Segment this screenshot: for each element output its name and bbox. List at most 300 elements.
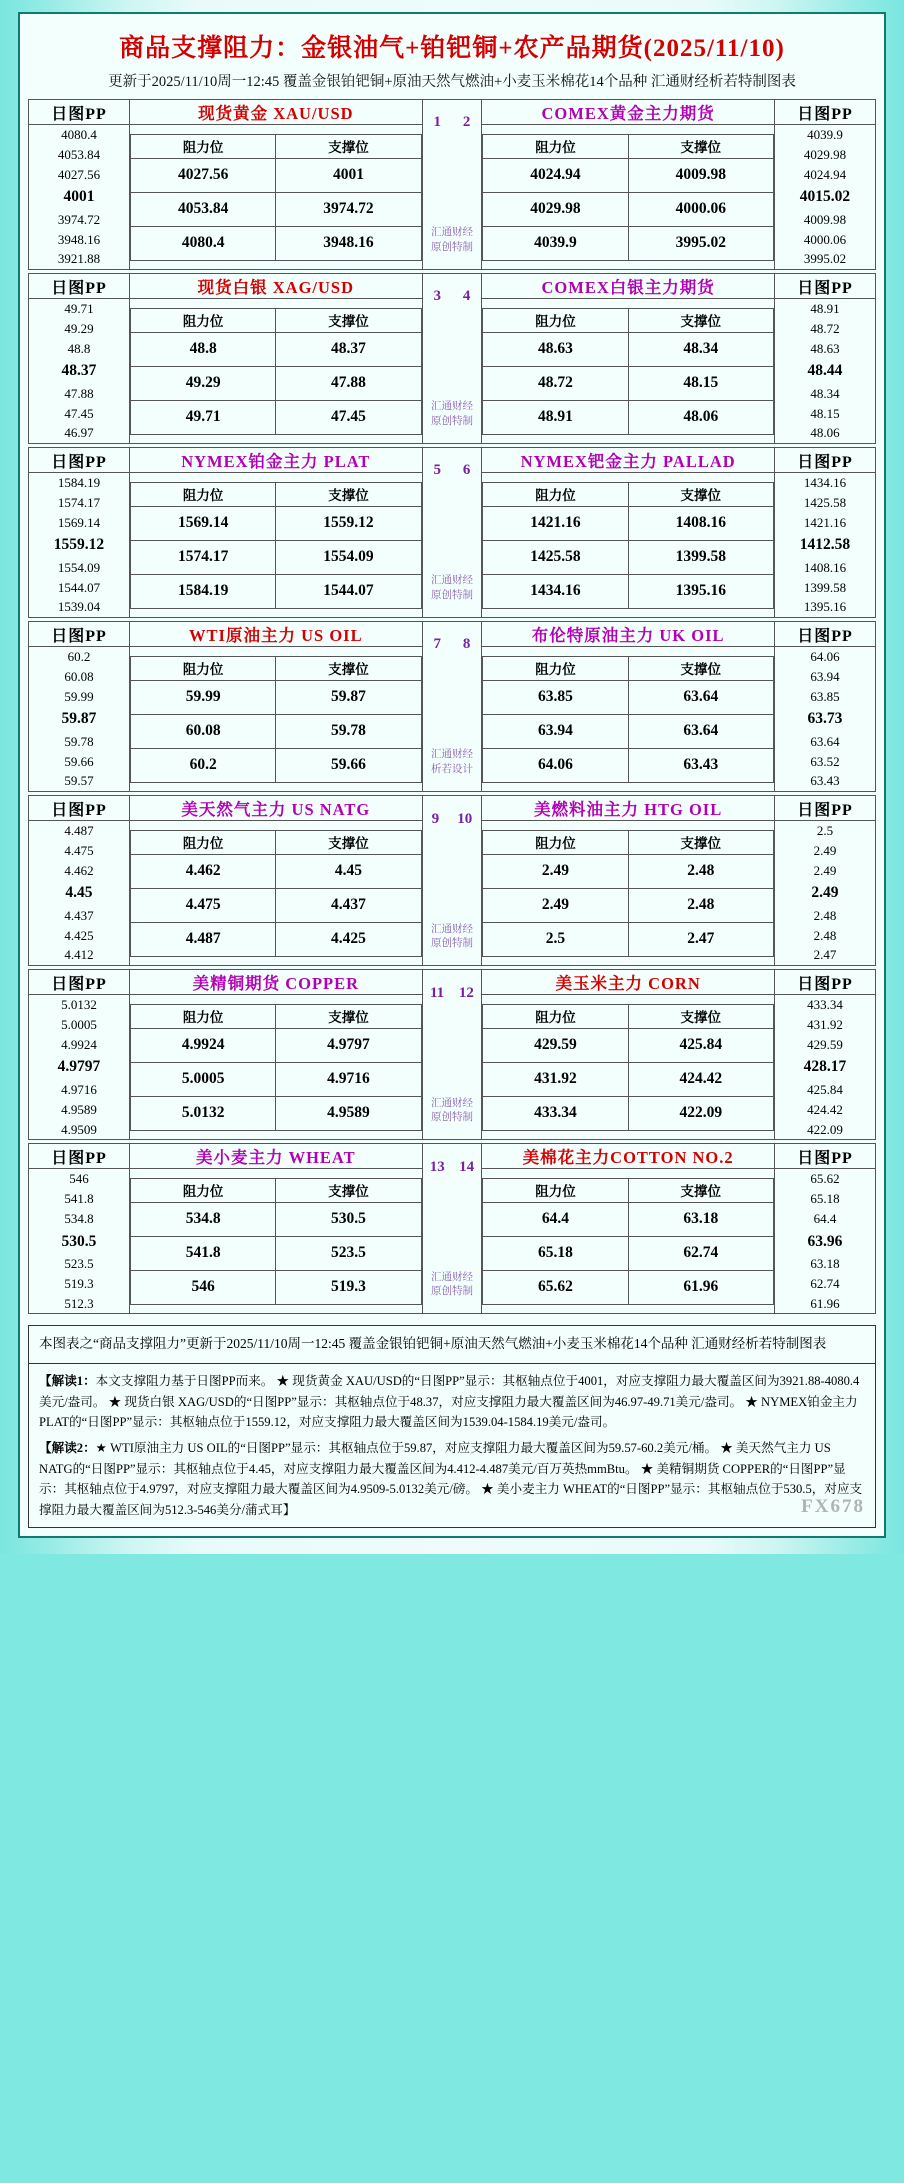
block-index-cell xyxy=(422,274,482,444)
support-value: 47.88 xyxy=(276,366,421,400)
resistance-header: 阻力位 xyxy=(130,134,275,158)
level-value: 48.06 xyxy=(810,425,840,441)
level-value: 1434.16 xyxy=(803,475,847,491)
level-value: 519.3 xyxy=(64,1275,94,1291)
resistance-header: 阻力位 xyxy=(483,1004,628,1028)
levels-cell-left xyxy=(129,821,422,966)
level-value: 422.09 xyxy=(807,1121,843,1137)
support-value: 1559.12 xyxy=(276,506,421,540)
legend-1 xyxy=(39,1371,865,1432)
table-row xyxy=(483,1062,774,1096)
resistance-value: 546 xyxy=(130,1270,275,1304)
level-value: 2.47 xyxy=(813,947,837,963)
support-value: 3948.16 xyxy=(276,226,421,260)
resistance-header: 阻力位 xyxy=(130,1178,275,1202)
resistance-value: 2.49 xyxy=(483,888,628,922)
support-value: 2.47 xyxy=(628,922,773,956)
level-value: 60.2 xyxy=(67,649,91,665)
pp-label-right: 日图PP xyxy=(774,796,875,821)
level-value: 4.475 xyxy=(64,842,94,858)
table-row xyxy=(483,714,774,748)
levels-table xyxy=(482,830,774,957)
table-row xyxy=(483,574,774,608)
support-value: 4.9716 xyxy=(276,1062,421,1096)
instrument-block xyxy=(28,969,876,1140)
table-row xyxy=(483,854,774,888)
level-value: 523.5 xyxy=(64,1256,94,1272)
level-value: 48.72 xyxy=(810,320,840,336)
level-value: 47.88 xyxy=(64,385,94,401)
support-header: 支撑位 xyxy=(276,134,421,158)
resistance-value: 49.29 xyxy=(130,366,275,400)
resistance-header: 阻力位 xyxy=(483,482,628,506)
support-value: 1399.58 xyxy=(628,540,773,574)
level-value: 64.06 xyxy=(810,649,840,665)
levels-table xyxy=(130,482,422,609)
levels-table xyxy=(482,134,774,261)
support-value: 4.9797 xyxy=(276,1028,421,1062)
resistance-value: 2.5 xyxy=(483,922,628,956)
table-row xyxy=(130,1096,421,1130)
resistance-value: 431.92 xyxy=(483,1062,628,1096)
resistance-value: 63.94 xyxy=(483,714,628,748)
levels-cell-left xyxy=(129,647,422,792)
table-row xyxy=(483,226,774,260)
resistance-header: 阻力位 xyxy=(483,656,628,680)
instrument-block xyxy=(28,99,876,270)
resistance-value: 1584.19 xyxy=(130,574,275,608)
support-value: 63.18 xyxy=(628,1202,773,1236)
resistance-value: 48.63 xyxy=(483,332,628,366)
pp-label-left: 日图PP xyxy=(29,100,130,125)
watermark: 汇通财经 原创特制 xyxy=(430,923,473,949)
resistance-value: 429.59 xyxy=(483,1028,628,1062)
block-separator xyxy=(28,1314,876,1317)
level-value: 48.8 xyxy=(67,340,91,356)
pp-levels-right xyxy=(774,995,875,1140)
block-index-cell xyxy=(422,622,482,792)
table-row xyxy=(483,366,774,400)
table-row xyxy=(130,158,421,192)
page-title: 商品支撑阻力：金银油气+铂钯铜+农产品期货(2025/11/10) xyxy=(119,35,785,62)
support-value: 59.66 xyxy=(276,748,421,782)
levels-cell-right xyxy=(482,1169,775,1314)
support-value: 530.5 xyxy=(276,1202,421,1236)
instrument-name-left: NYMEX铂金主力 PLAT xyxy=(129,448,422,473)
support-value: 48.34 xyxy=(628,332,773,366)
level-value: 5.0132 xyxy=(61,997,97,1013)
level-value: 1584.19 xyxy=(57,475,101,491)
level-value: 3921.88 xyxy=(57,251,101,267)
table-row xyxy=(483,158,774,192)
level-value: 5.0005 xyxy=(61,1016,97,1032)
support-value: 3974.72 xyxy=(276,192,421,226)
level-value: 59.78 xyxy=(64,733,94,749)
support-value: 48.06 xyxy=(628,400,773,434)
level-value: 433.34 xyxy=(807,997,843,1013)
level-value: 4029.98 xyxy=(803,146,847,162)
level-value: 546 xyxy=(69,1171,89,1187)
support-value: 2.48 xyxy=(628,854,773,888)
resistance-value: 4029.98 xyxy=(483,192,628,226)
table-row xyxy=(483,1202,774,1236)
block-index-cell xyxy=(422,970,482,1140)
pp-label-left: 日图PP xyxy=(29,274,130,299)
block-index-right: 4 xyxy=(462,288,471,305)
support-value: 4.437 xyxy=(276,888,421,922)
table-row xyxy=(130,1202,421,1236)
table-row xyxy=(130,332,421,366)
table-row xyxy=(483,192,774,226)
block-index-right: 12 xyxy=(458,984,474,1001)
table-row xyxy=(130,540,421,574)
legend-2-body: ★ WTI原油主力 US OIL的“日图PP”显示：其枢轴点位于59.87，对应支撑阻力最大覆盖区间为59.57-60.2美元/桶。 ★ 美天然气主力 US NATG的“日图PP”显示：其枢轴点位于4.45，对应支撑阻力最大覆盖区间为4.412-4.487美元/百万英热mmBtu。 ★ 美精铜期货 COPPER的“日图PP”显示：其枢轴点位于4.9797，对应支撑阻力最大覆盖区间为4.9509-5.0132美元/磅。 ★ 美小麦主力 WHEAT的“日图PP”显示：其枢轴点位于530.5，对应支撑阻力最大覆盖区间为512.3-546美分/蒲式耳】 xyxy=(39,1441,863,1517)
levels-table xyxy=(130,134,422,261)
resistance-value: 1434.16 xyxy=(483,574,628,608)
support-value: 59.78 xyxy=(276,714,421,748)
resistance-value: 5.0132 xyxy=(130,1096,275,1130)
support-value: 2.48 xyxy=(628,888,773,922)
support-value: 424.42 xyxy=(628,1062,773,1096)
levels-cell-left xyxy=(129,299,422,444)
support-value: 4000.06 xyxy=(628,192,773,226)
table-row xyxy=(130,574,421,608)
pp-label-left: 日图PP xyxy=(29,622,130,647)
level-value: 424.42 xyxy=(807,1101,843,1117)
instrument-name-left: WTI原油主力 US OIL xyxy=(129,622,422,647)
level-value: 2.48 xyxy=(813,927,837,943)
resistance-value: 4.462 xyxy=(130,854,275,888)
level-value: 2.48 xyxy=(813,907,837,923)
level-value: 4001 xyxy=(63,188,95,206)
pp-levels-left xyxy=(29,125,130,270)
page-subtitle: 更新于2025/11/10周一12:45 覆盖金银铂钯铜+原油天然气燃油+小麦玉米棉花14个品种 汇通财经析若特制图表 xyxy=(108,74,796,90)
level-value: 4.437 xyxy=(64,907,94,923)
level-value: 1539.04 xyxy=(57,599,101,615)
footer-note: 本图表之“商品支撑阻力”更新于2025/11/10周一12:45 覆盖金银铂钯铜+原油天然气燃油+小麦玉米棉花14个品种 汇通财经析若特制图表 xyxy=(28,1325,876,1364)
support-value: 48.15 xyxy=(628,366,773,400)
table-row xyxy=(483,680,774,714)
level-value: 425.84 xyxy=(807,1082,843,1098)
resistance-value: 4053.84 xyxy=(130,192,275,226)
levels-table xyxy=(130,1004,422,1131)
resistance-header: 阻力位 xyxy=(130,482,275,506)
level-value: 1412.58 xyxy=(799,536,851,554)
table-row xyxy=(130,192,421,226)
table-row xyxy=(483,1236,774,1270)
table-row xyxy=(130,366,421,400)
resistance-header: 阻力位 xyxy=(130,656,275,680)
support-header: 支撑位 xyxy=(628,482,773,506)
pp-levels-left xyxy=(29,995,130,1140)
support-value: 523.5 xyxy=(276,1236,421,1270)
support-value: 3995.02 xyxy=(628,226,773,260)
levels-cell-right xyxy=(482,821,775,966)
block-index-left: 3 xyxy=(433,288,442,305)
pp-label-right: 日图PP xyxy=(774,274,875,299)
pp-label-right: 日图PP xyxy=(774,100,875,125)
table-row xyxy=(483,1028,774,1062)
support-header: 支撑位 xyxy=(628,134,773,158)
resistance-header: 阻力位 xyxy=(130,308,275,332)
legend-2-title: 【解读2： xyxy=(39,1441,96,1456)
level-value: 1399.58 xyxy=(803,579,847,595)
support-value: 63.64 xyxy=(628,680,773,714)
resistance-header: 阻力位 xyxy=(130,1004,275,1028)
support-value: 519.3 xyxy=(276,1270,421,1304)
table-row xyxy=(130,1270,421,1304)
resistance-value: 4024.94 xyxy=(483,158,628,192)
level-value: 48.63 xyxy=(810,340,840,356)
levels-table xyxy=(482,482,774,609)
table-row xyxy=(130,714,421,748)
instrument-block xyxy=(28,621,876,792)
levels-cell-right xyxy=(482,299,775,444)
level-value: 63.18 xyxy=(810,1256,840,1272)
table-row xyxy=(130,1062,421,1096)
table-row xyxy=(130,922,421,956)
pp-label-right: 日图PP xyxy=(774,622,875,647)
block-index-cell xyxy=(422,1144,482,1314)
level-value: 1574.17 xyxy=(57,494,101,510)
table-row xyxy=(130,506,421,540)
table-row xyxy=(130,748,421,782)
levels-table xyxy=(482,1178,774,1305)
resistance-value: 49.71 xyxy=(130,400,275,434)
report-card xyxy=(18,12,886,1538)
level-value: 4.45 xyxy=(65,884,93,902)
level-value: 48.15 xyxy=(810,405,840,421)
levels-cell-right xyxy=(482,125,775,270)
level-value: 63.94 xyxy=(810,668,840,684)
pp-levels-right xyxy=(774,821,875,966)
support-value: 1554.09 xyxy=(276,540,421,574)
resistance-value: 48.91 xyxy=(483,400,628,434)
resistance-value: 63.85 xyxy=(483,680,628,714)
block-index-left: 11 xyxy=(430,984,445,1001)
level-value: 2.49 xyxy=(813,842,837,858)
table-row xyxy=(483,540,774,574)
levels-table xyxy=(130,656,422,783)
level-value: 1408.16 xyxy=(803,559,847,575)
resistance-value: 1421.16 xyxy=(483,506,628,540)
level-value: 62.74 xyxy=(810,1275,840,1291)
resistance-value: 4.475 xyxy=(130,888,275,922)
table-row xyxy=(483,506,774,540)
level-value: 541.8 xyxy=(64,1191,94,1207)
resistance-value: 534.8 xyxy=(130,1202,275,1236)
level-value: 2.49 xyxy=(813,862,837,878)
instrument-name-right: COMEX白银主力期货 xyxy=(482,274,775,299)
block-index-cell xyxy=(422,796,482,966)
block-index-right: 2 xyxy=(462,114,471,131)
level-value: 3974.72 xyxy=(57,211,101,227)
watermark: 汇通财经 原创特制 xyxy=(430,227,473,253)
level-value: 65.18 xyxy=(810,1191,840,1207)
resistance-value: 60.2 xyxy=(130,748,275,782)
resistance-value: 64.06 xyxy=(483,748,628,782)
level-value: 4.9797 xyxy=(57,1058,101,1076)
support-header: 支撑位 xyxy=(276,830,421,854)
levels-cell-left xyxy=(129,995,422,1140)
support-value: 4.9589 xyxy=(276,1096,421,1130)
level-value: 4.462 xyxy=(64,862,94,878)
level-value: 4027.56 xyxy=(57,166,101,182)
support-header: 支撑位 xyxy=(276,308,421,332)
resistance-header: 阻力位 xyxy=(483,1178,628,1202)
level-value: 48.34 xyxy=(810,385,840,401)
instrument-name-right: COMEX黄金主力期货 xyxy=(482,100,775,125)
instrument-name-right: 美燃料油主力 HTG OIL xyxy=(482,796,775,821)
level-value: 46.97 xyxy=(64,425,94,441)
level-value: 63.96 xyxy=(807,1232,843,1250)
level-value: 1559.12 xyxy=(53,536,105,554)
level-value: 4.9924 xyxy=(61,1036,97,1052)
table-row xyxy=(483,748,774,782)
support-value: 1408.16 xyxy=(628,506,773,540)
level-value: 1544.07 xyxy=(57,579,101,595)
support-value: 63.64 xyxy=(628,714,773,748)
resistance-value: 4.9924 xyxy=(130,1028,275,1062)
resistance-value: 4080.4 xyxy=(130,226,275,260)
resistance-value: 4039.9 xyxy=(483,226,628,260)
levels-table xyxy=(482,1004,774,1131)
level-value: 4.425 xyxy=(64,927,94,943)
pp-levels-left xyxy=(29,821,130,966)
block-index-cell xyxy=(422,100,482,270)
resistance-header: 阻力位 xyxy=(483,830,628,854)
resistance-header: 阻力位 xyxy=(130,830,275,854)
table-row xyxy=(483,888,774,922)
pp-levels-left xyxy=(29,473,130,618)
levels-table xyxy=(482,308,774,435)
level-value: 64.4 xyxy=(813,1210,837,1226)
watermark: 汇通财经 原创特制 xyxy=(430,401,473,427)
pp-levels-left xyxy=(29,647,130,792)
support-value: 62.74 xyxy=(628,1236,773,1270)
level-value: 512.3 xyxy=(64,1295,94,1311)
blocks-container xyxy=(28,99,876,1317)
support-header: 支撑位 xyxy=(628,1178,773,1202)
levels-table xyxy=(130,308,422,435)
support-value: 4.425 xyxy=(276,922,421,956)
level-value: 60.08 xyxy=(64,668,94,684)
block-index-right: 6 xyxy=(462,462,471,479)
level-value: 4.9716 xyxy=(61,1082,97,1098)
resistance-value: 48.8 xyxy=(130,332,275,366)
support-header: 支撑位 xyxy=(276,1004,421,1028)
pp-label-left: 日图PP xyxy=(29,448,130,473)
level-value: 4.9589 xyxy=(61,1101,97,1117)
pp-levels-right xyxy=(774,125,875,270)
level-value: 4015.02 xyxy=(799,188,851,206)
resistance-header: 阻力位 xyxy=(483,308,628,332)
level-value: 530.5 xyxy=(61,1232,97,1250)
resistance-value: 433.34 xyxy=(483,1096,628,1130)
level-value: 3948.16 xyxy=(57,231,101,247)
instrument-name-left: 美小麦主力 WHEAT xyxy=(129,1144,422,1169)
levels-table xyxy=(130,830,422,957)
support-value: 1395.16 xyxy=(628,574,773,608)
instrument-block xyxy=(28,447,876,618)
legend-section xyxy=(28,1364,876,1528)
resistance-value: 64.4 xyxy=(483,1202,628,1236)
resistance-value: 541.8 xyxy=(130,1236,275,1270)
table-row xyxy=(130,1028,421,1062)
table-row xyxy=(483,400,774,434)
instrument-name-right: 布伦特原油主力 UK OIL xyxy=(482,622,775,647)
level-value: 2.5 xyxy=(816,823,834,839)
level-value: 1569.14 xyxy=(57,514,101,530)
watermark: 汇通财经 原创特制 xyxy=(430,1271,473,1297)
support-value: 48.37 xyxy=(276,332,421,366)
table-row xyxy=(130,1236,421,1270)
level-value: 4009.98 xyxy=(803,211,847,227)
level-value: 534.8 xyxy=(64,1210,94,1226)
table-row xyxy=(483,1096,774,1130)
fx678-watermark: FX678 xyxy=(801,1496,865,1518)
instrument-name-left: 现货黄金 XAU/USD xyxy=(129,100,422,125)
levels-cell-left xyxy=(129,1169,422,1314)
level-value: 61.96 xyxy=(810,1295,840,1311)
level-value: 1554.09 xyxy=(57,559,101,575)
level-value: 1425.58 xyxy=(803,494,847,510)
legend-1-body: 本文支撑阻力基于日图PP而来。 ★ 现货黄金 XAU/USD的“日图PP”显示：其枢轴点位于4001，对应支撑阻力最大覆盖区间为3921.88-4080.4美元/盎司。 ★ 现货白银 XAG/USD的“日图PP”显示：其枢轴点位于48.37，对应支撑阻力最大覆盖区间为46.97-49.71美元/盎司。 ★ NYMEX铂金主力 PLAT的“日图PP”显示：其枢轴点位于1559.12，对应支撑阻力最大覆盖区间为1539.04-1584.19美元/盎司。 xyxy=(39,1374,860,1430)
level-value: 59.99 xyxy=(64,688,94,704)
level-value: 63.73 xyxy=(807,710,843,728)
level-value: 65.62 xyxy=(810,1171,840,1187)
block-index-left: 13 xyxy=(429,1158,445,1175)
support-value: 61.96 xyxy=(628,1270,773,1304)
level-value: 4.9509 xyxy=(61,1121,97,1137)
pp-levels-right xyxy=(774,473,875,618)
support-header: 支撑位 xyxy=(628,656,773,680)
table-row xyxy=(130,888,421,922)
level-value: 429.59 xyxy=(807,1036,843,1052)
level-value: 4024.94 xyxy=(803,166,847,182)
support-value: 422.09 xyxy=(628,1096,773,1130)
level-value: 59.57 xyxy=(64,773,94,789)
pp-label-left: 日图PP xyxy=(29,796,130,821)
pp-label-right: 日图PP xyxy=(774,1144,875,1169)
support-value: 425.84 xyxy=(628,1028,773,1062)
support-value: 4001 xyxy=(276,158,421,192)
watermark: 汇通财经 析若设计 xyxy=(430,749,473,775)
level-value: 4039.9 xyxy=(807,127,843,142)
level-value: 63.85 xyxy=(810,688,840,704)
level-value: 49.71 xyxy=(64,301,94,317)
legend-1-title: 【解读1： xyxy=(39,1374,96,1389)
pp-levels-right xyxy=(774,1169,875,1314)
block-index-left: 9 xyxy=(431,810,440,827)
level-value: 4.487 xyxy=(64,823,94,839)
level-value: 63.64 xyxy=(810,733,840,749)
level-value: 428.17 xyxy=(803,1058,847,1076)
resistance-value: 4.487 xyxy=(130,922,275,956)
block-index-right: 14 xyxy=(459,1158,475,1175)
resistance-value: 4027.56 xyxy=(130,158,275,192)
levels-cell-left xyxy=(129,473,422,618)
table-row xyxy=(130,854,421,888)
level-value: 1421.16 xyxy=(803,514,847,530)
level-value: 3995.02 xyxy=(803,251,847,267)
resistance-value: 1569.14 xyxy=(130,506,275,540)
instrument-name-right: 美棉花主力COTTON NO.2 xyxy=(482,1144,775,1169)
watermark: 汇通财经 原创特制 xyxy=(430,1097,473,1123)
level-value: 2.49 xyxy=(811,884,839,902)
instrument-block xyxy=(28,273,876,444)
level-value: 4000.06 xyxy=(803,231,847,247)
